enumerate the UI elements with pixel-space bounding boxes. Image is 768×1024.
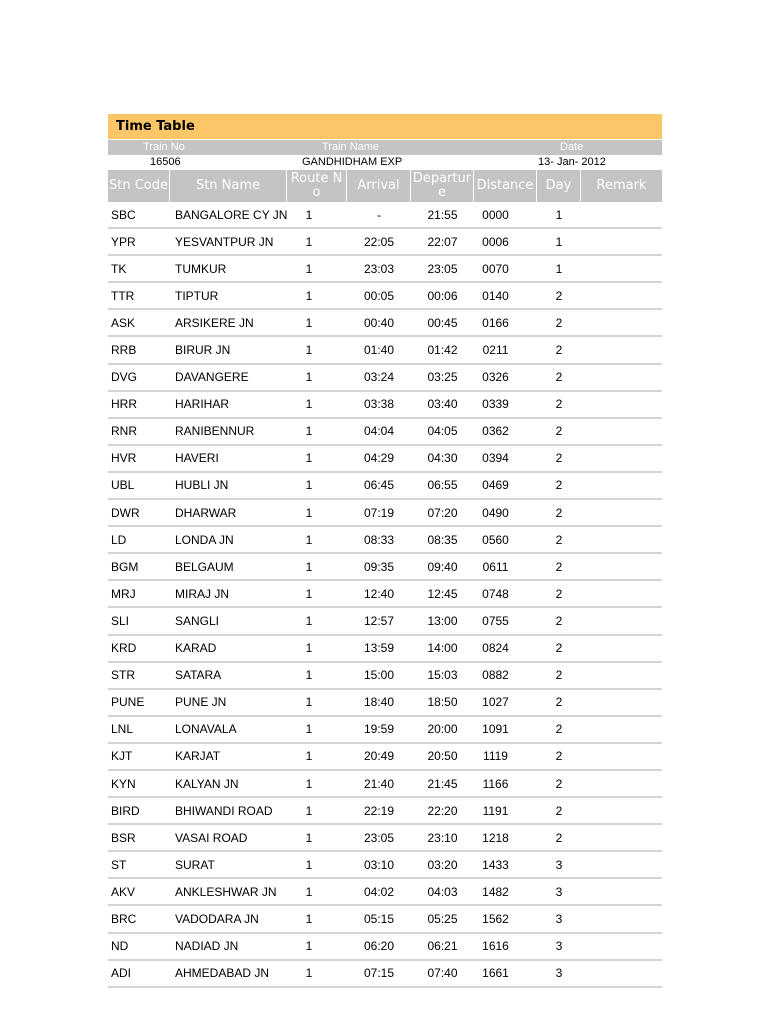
date-value: 13- Jan- 2012	[538, 156, 606, 168]
day: 2	[555, 722, 563, 737]
table-row	[108, 663, 662, 690]
route-no: 1	[305, 939, 313, 954]
arrival-time: 04:29	[363, 451, 395, 466]
route-no: 1	[305, 478, 313, 493]
departure-time: 04:30	[427, 451, 458, 466]
route-no: 1	[305, 803, 313, 818]
distance: 0748	[482, 586, 509, 601]
departure-time: 22:07	[427, 234, 458, 249]
station-code: RRB	[111, 343, 137, 358]
train-name-value: GANDHIDHAM EXP	[302, 156, 403, 168]
route-no: 1	[305, 966, 313, 981]
station-code: AKV	[111, 884, 136, 899]
station-name: ARSIKERE JN	[175, 315, 254, 330]
distance: 0166	[482, 315, 509, 330]
table-row	[108, 473, 662, 500]
departure-time: 08:35	[427, 532, 458, 547]
station-name: BHIWANDI ROAD	[175, 803, 273, 818]
distance: 0070	[482, 261, 509, 276]
train-name-header: Train Name	[322, 141, 380, 153]
day: 1	[555, 261, 563, 276]
station-code: PUNE	[111, 695, 145, 710]
arrival-time: 18:40	[363, 695, 395, 710]
station-code: ASK	[111, 315, 136, 330]
col-arrival: Arrival	[347, 170, 411, 202]
station-code: TTR	[111, 288, 135, 303]
arrival-time: 19:59	[363, 722, 395, 737]
departure-time: 00:45	[427, 315, 458, 330]
route-no: 1	[305, 451, 313, 466]
day: 2	[555, 343, 563, 358]
station-name: DAVANGERE	[175, 370, 249, 385]
arrival-time: 00:05	[363, 288, 395, 303]
station-name: HUBLI JN	[175, 478, 229, 493]
arrival-time: 12:57	[363, 613, 395, 628]
day: 2	[555, 505, 563, 520]
station-name: KARAD	[175, 641, 217, 656]
station-name: SATARA	[175, 668, 222, 683]
day: 2	[555, 641, 563, 656]
col-distance: Distance	[474, 170, 537, 202]
station-name: KALYAN JN	[175, 776, 239, 791]
table-row	[108, 337, 662, 364]
departure-time: 20:50	[427, 749, 458, 764]
route-no: 1	[305, 370, 313, 385]
station-name: NADIAD JN	[175, 939, 239, 954]
col-stn-name: Stn Name	[170, 170, 287, 202]
station-name: PUNE JN	[175, 695, 227, 710]
distance: 0326	[482, 370, 509, 385]
station-code: MRJ	[111, 586, 136, 601]
route-no: 1	[305, 288, 313, 303]
distance: 0000	[482, 207, 509, 222]
day: 3	[555, 884, 563, 899]
day: 2	[555, 315, 563, 330]
table-row	[108, 717, 662, 744]
distance: 1191	[482, 803, 509, 818]
station-code: KJT	[111, 749, 133, 764]
distance: 0755	[482, 613, 509, 628]
day: 2	[555, 586, 563, 601]
day: 1	[555, 207, 563, 222]
route-no: 1	[305, 830, 313, 845]
train-no-value: 16506	[150, 156, 181, 168]
table-row	[108, 690, 662, 717]
distance: 0140	[482, 288, 509, 303]
table-row	[108, 202, 662, 229]
station-name: BELGAUM	[175, 559, 234, 574]
departure-time: 07:20	[427, 505, 458, 520]
day: 3	[555, 857, 563, 872]
col-remark: Remark	[581, 170, 662, 202]
day: 2	[555, 559, 563, 574]
departure-time: 00:06	[427, 288, 458, 303]
day: 2	[555, 397, 563, 412]
arrival-time: 06:20	[363, 939, 395, 954]
day: 1	[555, 234, 563, 249]
station-name: VADODARA JN	[175, 911, 259, 926]
timetable-rows	[108, 202, 662, 988]
col-stn-code: Stn Code	[108, 170, 170, 202]
station-name: TIPTUR	[175, 288, 219, 303]
day: 2	[555, 695, 563, 710]
table-row	[108, 581, 662, 608]
departure-time: 15:03	[427, 668, 458, 683]
departure-time: 04:03	[427, 884, 458, 899]
departure-time: 23:10	[427, 830, 458, 845]
table-row	[108, 961, 662, 988]
distance: 1027	[482, 695, 509, 710]
station-name: AHMEDABAD JN	[175, 966, 270, 981]
departure-time: 12:45	[427, 586, 458, 601]
station-name: SURAT	[175, 857, 215, 872]
departure-time: 06:21	[427, 939, 458, 954]
day: 2	[555, 830, 563, 845]
distance: 0824	[482, 641, 509, 656]
distance: 1562	[482, 911, 509, 926]
distance: 1433	[482, 857, 509, 872]
station-code: RNR	[111, 424, 137, 439]
station-name: BIRUR JN	[175, 343, 231, 358]
distance: 1119	[483, 749, 508, 764]
distance: 0394	[482, 451, 509, 466]
route-no: 1	[305, 749, 313, 764]
station-code: BGM	[111, 559, 139, 574]
station-name: DHARWAR	[175, 505, 237, 520]
station-name: MIRAJ JN	[175, 586, 229, 601]
route-no: 1	[305, 722, 313, 737]
table-row	[108, 256, 662, 283]
arrival-time: 07:19	[363, 505, 395, 520]
departure-time: 03:40	[427, 397, 458, 412]
day: 2	[555, 532, 563, 547]
arrival-time: 03:10	[363, 857, 395, 872]
col-departure: Departure	[411, 170, 474, 202]
day: 2	[555, 451, 563, 466]
train-info-header	[108, 140, 662, 155]
distance: 1616	[482, 939, 509, 954]
distance: 0490	[482, 505, 509, 520]
station-code: LD	[111, 532, 127, 547]
table-row	[108, 527, 662, 554]
col-route-no: Route No	[287, 170, 347, 202]
arrival-time: 04:02	[363, 884, 395, 899]
distance: 0006	[482, 234, 509, 249]
day: 2	[555, 288, 563, 303]
departure-time: 22:20	[427, 803, 458, 818]
station-code: ADI	[111, 966, 132, 981]
station-code: YPR	[111, 234, 136, 249]
route-no: 1	[305, 668, 313, 683]
departure-time: 03:20	[427, 857, 458, 872]
route-no: 1	[305, 397, 313, 412]
route-no: 1	[305, 613, 313, 628]
route-no: 1	[305, 857, 313, 872]
train-info-values	[108, 155, 662, 169]
station-name: SANGLI	[175, 613, 220, 628]
arrival-time: -	[377, 207, 381, 222]
arrival-time: 01:40	[363, 343, 395, 358]
arrival-time: 04:04	[363, 424, 395, 439]
departure-time: 07:40	[427, 966, 458, 981]
arrival-time: 07:15	[363, 966, 395, 981]
arrival-time: 13:59	[363, 641, 395, 656]
route-no: 1	[305, 559, 313, 574]
table-row	[108, 608, 662, 635]
route-no: 1	[305, 315, 313, 330]
arrival-time: 06:45	[363, 478, 395, 493]
station-code: SBC	[111, 207, 136, 222]
date-header: Date	[560, 141, 584, 153]
table-row	[108, 392, 662, 419]
departure-time: 23:05	[427, 261, 458, 276]
station-code: ST	[111, 857, 127, 872]
departure-time: 21:55	[427, 207, 458, 222]
arrival-time: 05:15	[363, 911, 395, 926]
table-row	[108, 229, 662, 256]
station-name: KARJAT	[175, 749, 221, 764]
departure-time: 03:25	[427, 370, 458, 385]
day: 2	[555, 803, 563, 818]
table-row	[108, 934, 662, 961]
station-name: ANKLESHWAR JN	[175, 884, 277, 899]
distance: 0211	[482, 343, 509, 358]
departure-time: 09:40	[427, 559, 458, 574]
station-code: DVG	[111, 370, 138, 385]
distance: 0882	[482, 668, 509, 683]
arrival-time: 15:00	[363, 668, 395, 683]
distance: 0339	[482, 397, 509, 412]
station-code: LNL	[111, 722, 134, 737]
station-code: BSR	[111, 830, 136, 845]
arrival-time: 12:40	[363, 586, 395, 601]
station-name: LONDA JN	[175, 532, 234, 547]
distance: 1218	[482, 830, 509, 845]
route-no: 1	[305, 207, 313, 222]
table-row	[108, 879, 662, 906]
route-no: 1	[305, 586, 313, 601]
table-row	[108, 554, 662, 581]
distance: 0560	[482, 532, 509, 547]
arrival-time: 20:49	[363, 749, 395, 764]
distance: 0362	[482, 424, 509, 439]
table-row	[108, 446, 662, 473]
station-code: STR	[111, 668, 135, 683]
route-no: 1	[305, 234, 313, 249]
arrival-time: 09:35	[363, 559, 395, 574]
route-no: 1	[305, 532, 313, 547]
arrival-time: 08:33	[363, 532, 395, 547]
day: 2	[555, 668, 563, 683]
table-row	[108, 798, 662, 825]
table-row	[108, 365, 662, 392]
column-header-row	[108, 170, 662, 202]
route-no: 1	[305, 641, 313, 656]
station-code: HRR	[111, 397, 137, 412]
station-name: YESVANTPUR JN	[175, 234, 274, 249]
distance: 1482	[482, 884, 509, 899]
route-no: 1	[305, 505, 313, 520]
arrival-time: 22:19	[363, 803, 395, 818]
day: 2	[555, 370, 563, 385]
col-day: Day	[537, 170, 581, 202]
departure-time: 18:50	[427, 695, 458, 710]
station-name: HAVERI	[175, 451, 219, 466]
table-row	[108, 419, 662, 446]
station-code: ND	[111, 939, 129, 954]
table-row	[108, 283, 662, 310]
table-row	[108, 310, 662, 337]
departure-time: 01:42	[427, 343, 458, 358]
distance: 1166	[482, 776, 509, 791]
route-no: 1	[305, 343, 313, 358]
departure-time: 04:05	[427, 424, 458, 439]
arrival-time: 00:40	[363, 315, 395, 330]
day: 2	[555, 776, 563, 791]
train-no-header: Train No	[143, 141, 185, 153]
station-name: LONAVALA	[175, 722, 237, 737]
arrival-time: 23:05	[363, 830, 395, 845]
arrival-time: 23:03	[363, 261, 395, 276]
station-code: SLI	[111, 613, 130, 628]
arrival-time: 03:24	[363, 370, 395, 385]
station-code: BRC	[111, 911, 137, 926]
station-code: HVR	[111, 451, 137, 466]
day: 2	[555, 749, 563, 764]
distance: 1091	[482, 722, 509, 737]
departure-time: 05:25	[427, 911, 458, 926]
route-no: 1	[305, 424, 313, 439]
station-code: DWR	[111, 505, 140, 520]
table-row	[108, 744, 662, 771]
station-name: TUMKUR	[175, 261, 227, 276]
route-no: 1	[305, 911, 313, 926]
departure-time: 14:00	[427, 641, 458, 656]
table-row	[108, 906, 662, 933]
station-code: KYN	[111, 776, 136, 791]
station-name: BANGALORE CY JN	[175, 207, 287, 222]
day: 2	[555, 424, 563, 439]
table-row	[108, 636, 662, 663]
route-no: 1	[305, 261, 313, 276]
departure-time: 06:55	[427, 478, 458, 493]
timetable	[108, 114, 662, 988]
timetable-title: Time Table	[108, 114, 662, 139]
departure-time: 13:00	[427, 613, 458, 628]
day: 2	[555, 613, 563, 628]
distance: 0611	[482, 559, 509, 574]
station-code: BIRD	[111, 803, 140, 818]
arrival-time: 03:38	[363, 397, 395, 412]
table-row	[108, 852, 662, 879]
distance: 0469	[482, 478, 509, 493]
table-row	[108, 500, 662, 527]
day: 3	[555, 966, 563, 981]
route-no: 1	[305, 884, 313, 899]
route-no: 1	[305, 776, 313, 791]
arrival-time: 22:05	[363, 234, 395, 249]
station-name: HARIHAR	[175, 397, 230, 412]
table-row	[108, 771, 662, 798]
arrival-time: 21:40	[363, 776, 395, 791]
departure-time: 20:00	[427, 722, 458, 737]
day: 3	[555, 911, 563, 926]
day: 2	[555, 478, 563, 493]
station-code: KRD	[111, 641, 137, 656]
station-name: RANIBENNUR	[175, 424, 255, 439]
distance: 1661	[482, 966, 509, 981]
table-row	[108, 825, 662, 852]
departure-time: 21:45	[427, 776, 458, 791]
station-code: UBL	[111, 478, 135, 493]
station-name: VASAI ROAD	[175, 830, 248, 845]
station-code: TK	[111, 261, 127, 276]
route-no: 1	[305, 695, 313, 710]
day: 3	[555, 939, 563, 954]
